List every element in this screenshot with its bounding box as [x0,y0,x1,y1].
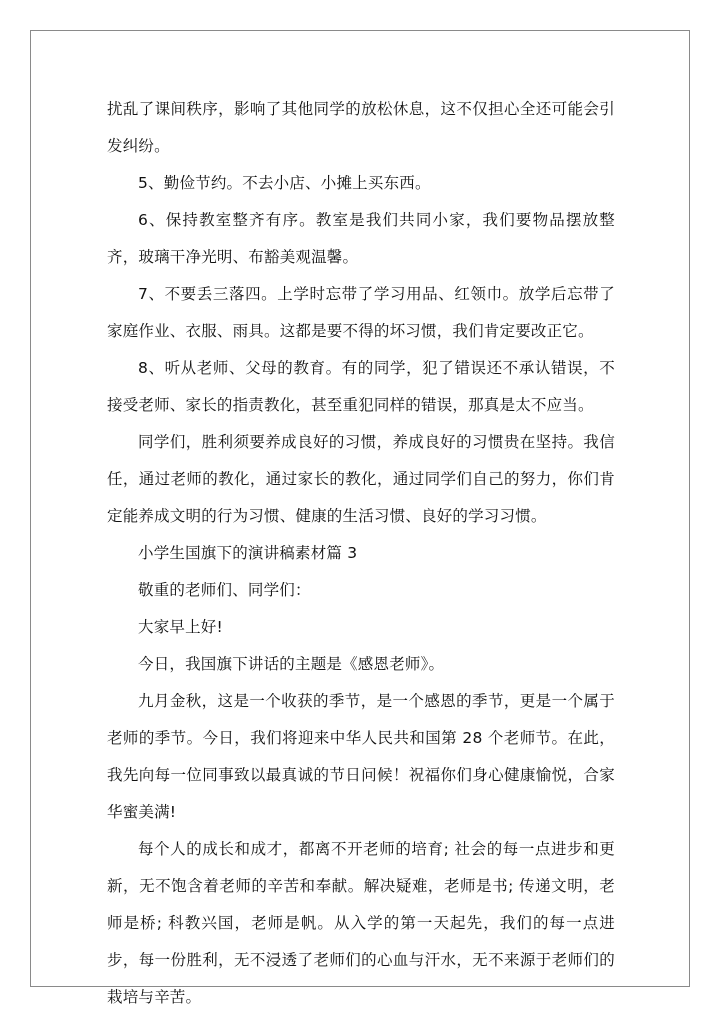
paragraph-continuation: 扰乱了课间秩序，影响了其他同学的放松休息，这不仅担心全还可能会引发纠纷。 [107,100,615,155]
paragraph-teachers-day: 九月金秋，这是一个收获的季节，是一个感恩的季节，更是一个属于老师的季节。今日，我们将迎来中华人民共和国第 28 个老师节。在此，我先向每一位同事致以最真诚的节日问候！祝福你们身心健康愉悦，合家华蜜美满! [107,692,615,821]
paragraph-conclusion: 同学们，胜利须要养成良好的习惯，养成良好的习惯贵在坚持。我信任，通过老师的教化，通过家长的教化，通过同学们自己的努力，你们肯定能养成文明的行为习惯、健康的生活习惯、良好的学习习惯。 [107,433,615,525]
paragraph-item-6: 6、保持教室整齐有序。教室是我们共同小家，我们要物品摆放整齐，玻璃干净光明、布豁美观温馨。 [107,211,615,266]
salutation: 敬重的老师们、同学们： [138,581,311,599]
greeting: 大家早上好! [138,618,223,636]
paragraph-item-5: 5、勤俭节约。不去小店、小摊上买东西。 [138,174,431,192]
topic-intro: 今日，我国旗下讲话的主题是《感恩老师》。 [138,655,445,673]
section-heading: 小学生国旗下的演讲稿素材篇 3 [138,544,358,562]
paragraph-gratitude: 每个人的成长和成才，都离不开老师的培育; 社会的每一点进步和更新，无不饱含着老师的辛苦和奉献。解决疑难，老师是书; 传递文明，老师是桥; 科教兴国，老师是帆。从入学的第一天起先，我们的每一点进步，每一份胜利，无不浸透了老师们的心血与汗水，无不来源于老师们的栽培与辛苦。 [107,840,615,1006]
paragraph-item-7: 7、不要丢三落四。上学时忘带了学习用品、红领巾。放学后忘带了家庭作业、衣服、雨具。这都是要不得的坏习惯，我们肯定要改正它。 [107,285,615,340]
paragraph-item-8: 8、听从老师、父母的教育。有的同学，犯了错误还不承认错误，不接受老师、家长的指责教化，甚至重犯同样的错误，那真是太不应当。 [107,359,615,414]
document-body [107,91,615,1016]
